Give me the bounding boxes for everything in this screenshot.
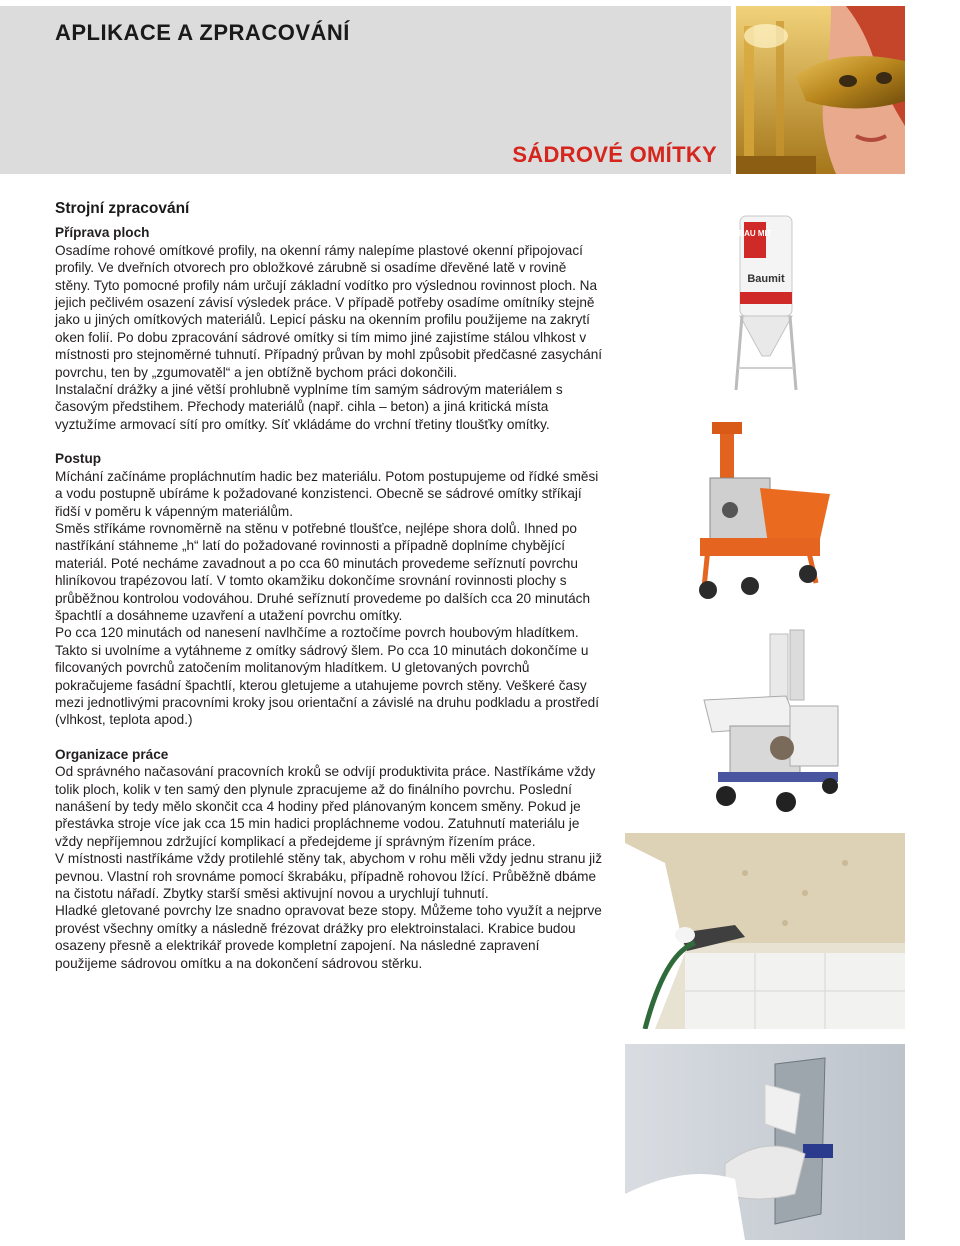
main-content	[55, 200, 603, 989]
paragraph: Od správného načasování pracovních kroků se odvíjí produktivita práce. Nastříkáme vždy tolik ploch, kolik v ten samý den plynule zpracujeme až do finálního povrchu. Poslední nanášení by tedy mělo skončit cca 4 hodiny před plánovaným koncem směny. Pokud je přestávka stroje více jak cca 15 min hadici propláchneme vodou. Zatuhnutí materiálu je vždy nepříjemnou zdržující komplikací a předejdeme jí správným řízením práce.	[55, 764, 596, 849]
paragraph: Osadíme rohové omítkové profily, na okenní rámy nalepíme plastové okenní připojovací profily. Ve dveřních otvorech pro obložkové zárubně si osadíme dřevěné latě v rovině stěny. Tyto pomocné profily nám určují základní vodítko pro výslednou rovinnost ploch. Na jejich pečlivém osazení závisí výsledek práce. V případě potřeby osadíme omítníky stejně jako u jiných omítkových materiálů. Lepicí pásku na okenním profilu použijeme na zakrytí oken folií. Po dobu zpracování sádrové omítky si tím mimo jiné zajistíme stálou vlhkost v místnosti pro stejnoměrné tuhnutí. Případný průvan by mohl způsobit předčasné zasychání povrchu, ten by „zgumovatěl“ a jen obtížně bychom práci dokončili.	[55, 242, 603, 380]
silo-brand: Baumit	[747, 273, 785, 285]
paragraph: Po cca 120 minutách od nanesení navlhčíme a roztočíme povrch houbovým hladítkem. Takto si uvolníme a vytáhneme z omítky sádrový šlem. Po cca 10 minutách dokončíme u filcovaných povrchů zatočením molitanovým hladítkem. U gletovaných povrchů pokračujeme fasádní špachtlí, kterou gletujeme a utahujeme povrch stěny. Veškeré časy mezi jednotlivými pracovními kroky jsou orientační a závislé na druhu podkladu a prostředí (vlhkost, teplota apod.)	[55, 625, 600, 728]
paragraph: Hladké gletované povrchy lze snadno opravovat beze stopy. Můžeme toho využít a nejprve provést všechny omítky a následně frézovat drážky pro elektroinstalaci. Krabice budou osazeny přesně a elektrikář provede kompletní zapojení. Na následné zapravení použijeme sádrovou omítku a na dokončení sádrovou stěrku.	[55, 903, 602, 971]
section-title: Postup	[55, 451, 102, 467]
masked-woman-photo	[736, 6, 905, 174]
paragraph: Míchání začínáme propláchnutím hadic bez materiálu. Potom postupujeme od řídké směsi a vodu postupně ubíráme k požadované konzistenci. Obecně se sádrové omítky stříkají řidší v poměru k vápenným materiálům.	[55, 468, 599, 519]
paragraph: Směs stříkáme rovnoměrně na stěnu v potřebné tloušťce, nejlépe shora dolů. Ihned po nastříkání stáhneme „h“ latí do požadované rovinnosti a případně doplníme chybějící materiál. Poté necháme zavadnout a po cca 60 minutách provedeme seříznutí povrchu hliníkovou trapézovou latí. V tomto okamžiku dokončíme srovnání rovinnosti plochy s průběžnou kontrolou vodováhou. Druhé seříznutí provedeme po dalších cca 20 minutách špachtlí a dosáhneme uzavření a utažení povrchu omítky.	[55, 520, 591, 623]
paragraph: Instalační drážky a jiné větší prohlubně vyplníme tím samým sádrovým materiálem s časovým předstihem. Přechody materiálů (např. cihla – beton) a jiná kritická místa vyztužíme armovací sítí pro omítky. Síť vkládáme do vrchní třetiny tloušťky omítky.	[55, 382, 563, 432]
orange-machine-photo	[690, 418, 836, 602]
section-postup	[55, 450, 603, 729]
section-title: Organizace práce	[55, 746, 169, 762]
silo-photo	[728, 208, 800, 394]
section-heading: Strojní zpracování	[55, 200, 190, 217]
white-machine-photo	[690, 626, 850, 816]
section-priprava	[55, 224, 603, 433]
spraying-plaster-photo	[625, 833, 905, 1029]
silo-brand-top: BAU MIT	[738, 229, 772, 238]
smoothing-wall-photo	[625, 1044, 905, 1240]
section-organizace	[55, 746, 603, 972]
page-title: APLIKACE A ZPRACOVÁNÍ	[55, 20, 350, 45]
page-subtitle: SÁDROVÉ OMÍTKY	[512, 142, 717, 167]
header-band	[0, 6, 731, 174]
section-title: Příprava ploch	[55, 225, 150, 241]
paragraph: V místnosti nastříkáme vždy protilehlé stěny tak, abychom v rohu měli vždy jednu stranu již pevnou. Vlastní roh srovnáme pomocí škrabáku, případně rohovou lžící. Průběžně dbáme na čistotu nářadí. Zbytky starší směsi aktivujní novou a urychlují tuhnutí.	[55, 851, 603, 902]
